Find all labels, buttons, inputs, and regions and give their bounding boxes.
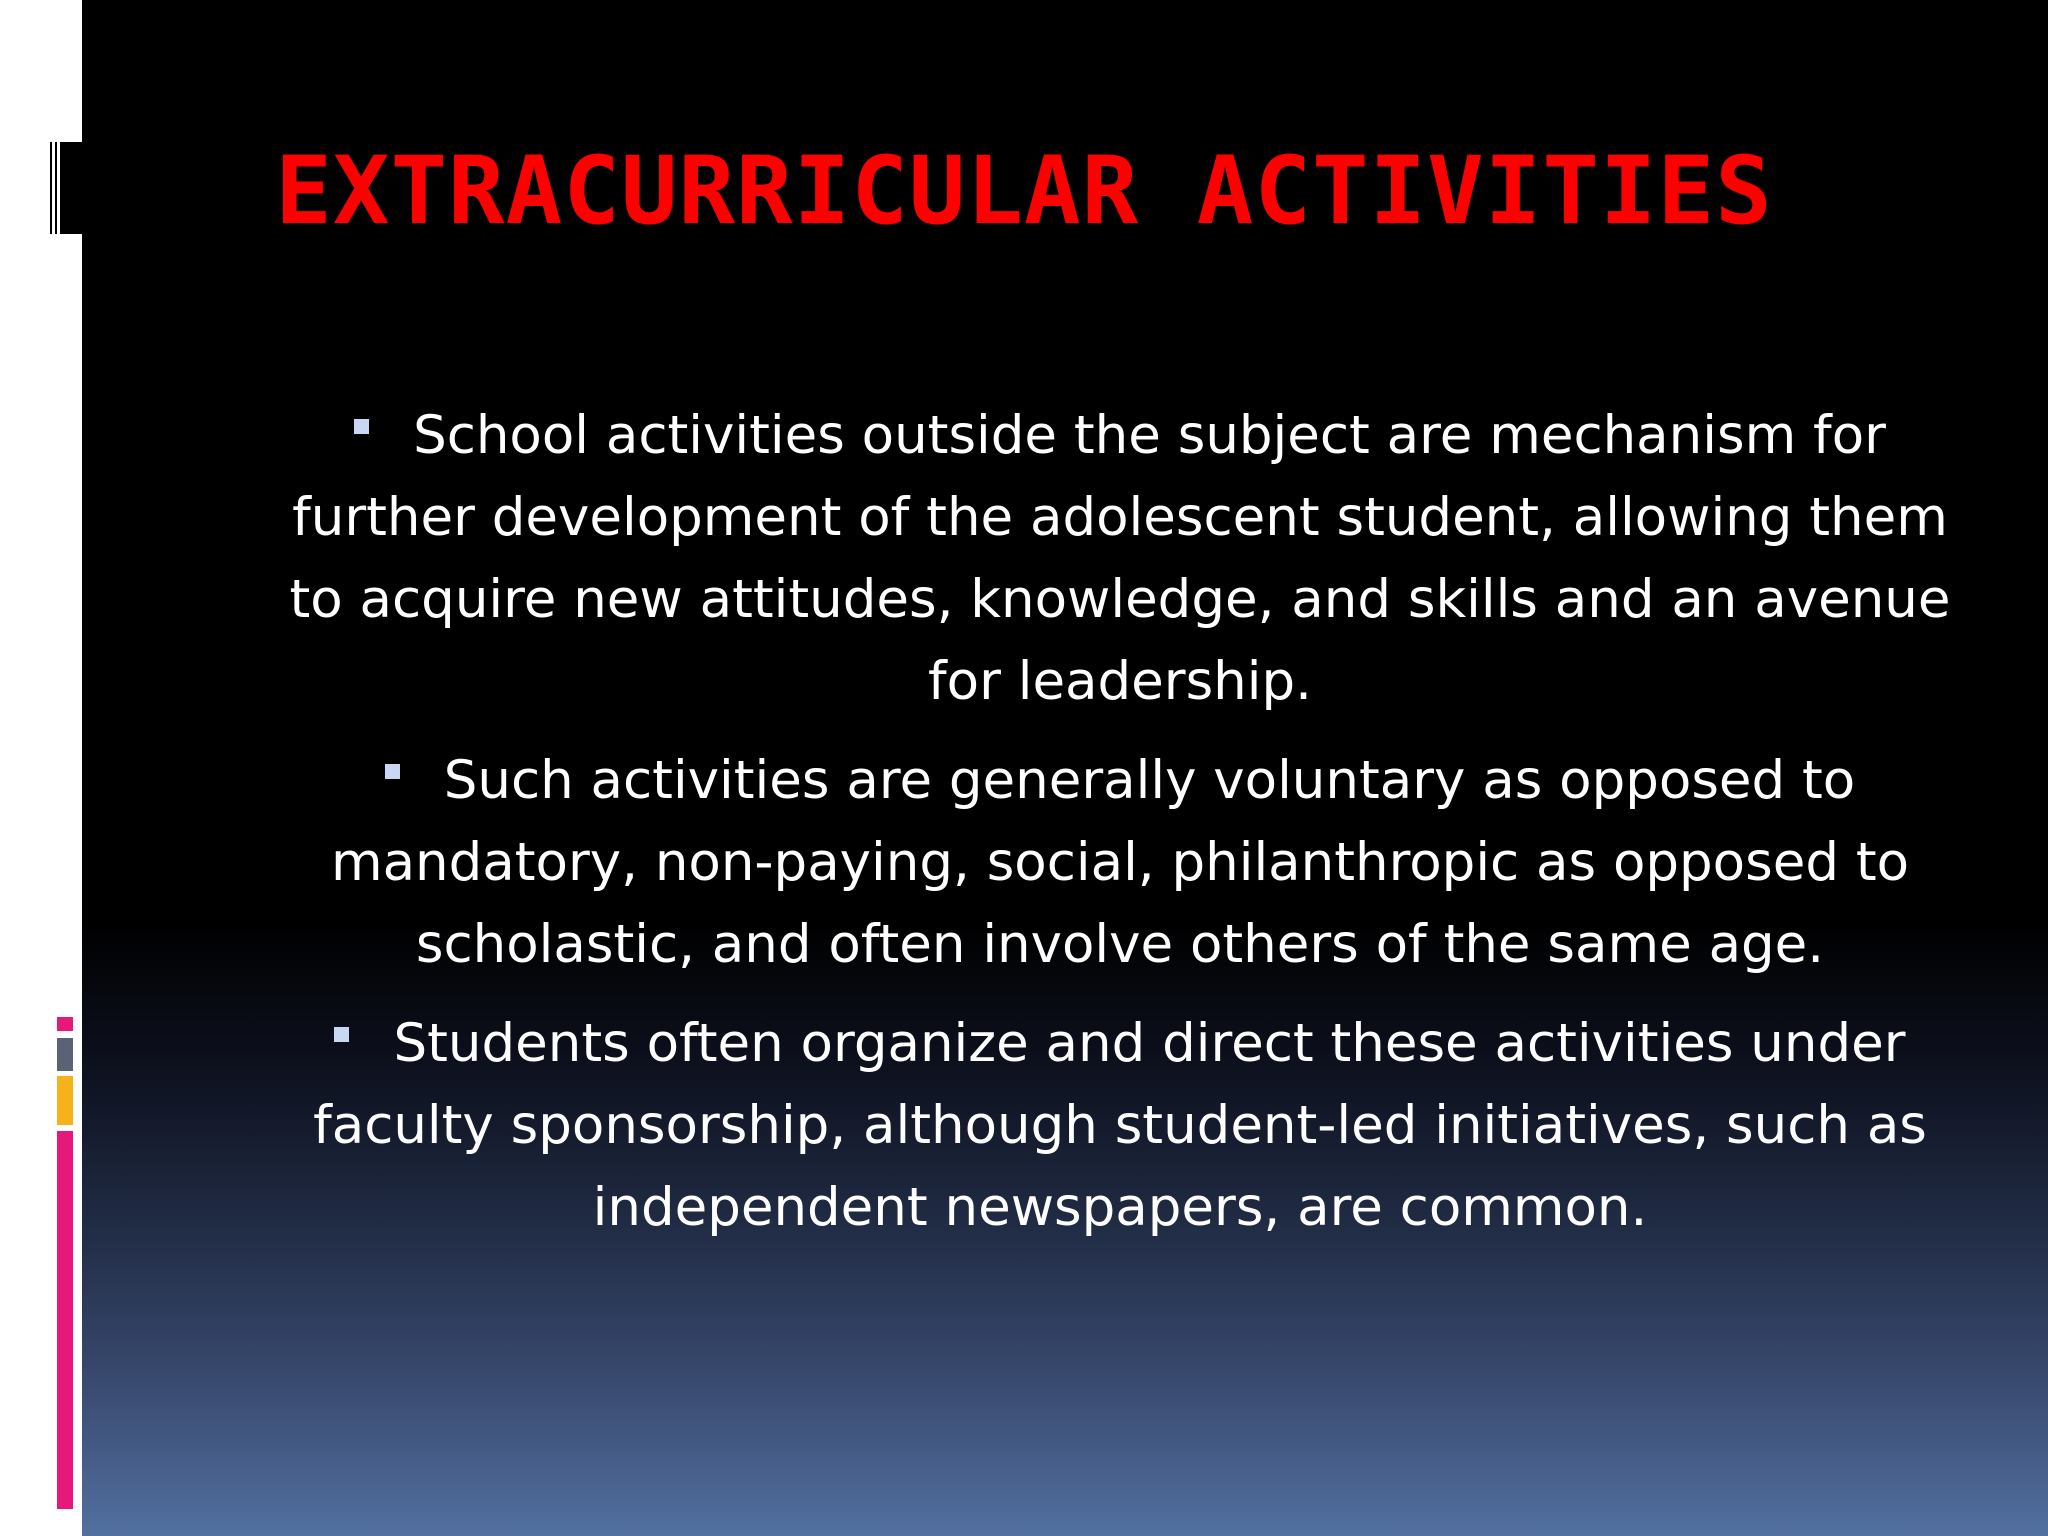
slide-title: EXTRACURRICULAR ACTIVITIES xyxy=(275,137,1773,246)
square-bullet-icon xyxy=(334,1027,349,1042)
pink-accent-bar xyxy=(57,1131,73,1509)
gray-accent-bar xyxy=(57,1038,73,1071)
pink-accent-bar-top xyxy=(57,1017,73,1031)
bullet-text: School activities outside the subject are mechanism for further development of the adolescent student, allowing them to acquire new attitudes, knowledge, and skills and an avenue for leadership. xyxy=(289,405,1951,712)
bullet-text: Such activities are generally voluntary as opposed to mandatory, non-paying, social, philanthropic as opposed to scholastic, and often involve others of the same age. xyxy=(330,750,1910,975)
square-bullet-icon xyxy=(354,419,369,434)
square-bullet-icon xyxy=(385,764,400,779)
orange-accent-bar xyxy=(57,1076,73,1125)
bullet-text: Students often organize and direct these activities under faculty sponsorship, although student-led initiatives, such as independent newspapers, are common. xyxy=(313,1013,1927,1238)
bullet-list xyxy=(280,395,1960,1266)
bullet-item xyxy=(280,740,1960,986)
bullet-item xyxy=(280,395,1960,723)
bullet-item xyxy=(280,1003,1960,1249)
